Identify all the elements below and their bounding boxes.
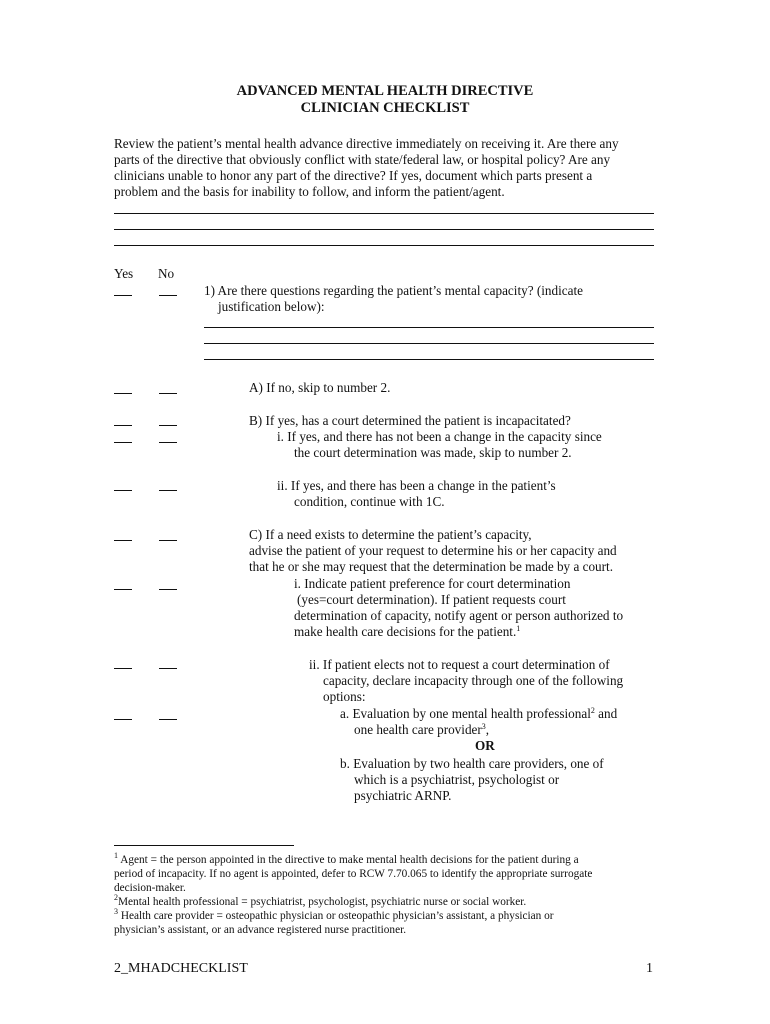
qCii-a-no-blank[interactable] bbox=[159, 719, 177, 720]
intro-fill-line[interactable] bbox=[114, 213, 654, 214]
qA-yes-blank[interactable] bbox=[114, 393, 132, 394]
qCii-no-blank[interactable] bbox=[159, 668, 177, 669]
qBi-text: i. If yes, and there has not been a change in the capacity since bbox=[277, 429, 602, 444]
qCii-b-text: psychiatric ARNP. bbox=[354, 788, 452, 803]
intro-line: parts of the directive that obviously conflict with state/federal law, or hospital policy? Are any bbox=[114, 152, 611, 167]
qB-yes-blank[interactable] bbox=[114, 425, 132, 426]
qBii-yes-blank[interactable] bbox=[114, 490, 132, 491]
qCii-a-part: , bbox=[485, 722, 490, 737]
qC-text: that he or she may request that the determination be made by a court. bbox=[249, 559, 613, 574]
qBii-no-blank[interactable] bbox=[159, 490, 177, 491]
qC-yes-blank[interactable] bbox=[114, 540, 132, 541]
qCii-text: ii. If patient elects not to request a court determination of bbox=[309, 657, 610, 672]
qCi-text: i. Indicate patient preference for court determination bbox=[294, 576, 571, 591]
footnote-ref-3: 3 bbox=[481, 722, 486, 731]
qCii-a-text bbox=[340, 706, 617, 723]
intro-line: clinicians unable to honor any part of the directive? If yes, document which parts present a bbox=[114, 168, 593, 183]
or-label: OR bbox=[475, 738, 495, 753]
qCii-text: capacity, declare incapacity through one of the following bbox=[323, 673, 624, 688]
qCi-yes-blank[interactable] bbox=[114, 589, 132, 590]
footnote-2-text: Mental health professional = psychiatrist, psychologist, psychiatric nurse or social worker. bbox=[118, 896, 527, 908]
footnote-2 bbox=[114, 895, 526, 909]
intro-line: problem and the basis for inability to follow, and inform the patient/agent. bbox=[114, 184, 505, 199]
footnote-marker-1: 1 bbox=[114, 851, 118, 860]
intro-fill-line[interactable] bbox=[114, 245, 654, 246]
qCi-text-end: make health care decisions for the patient. bbox=[294, 624, 517, 639]
q1-no-blank[interactable] bbox=[159, 295, 177, 296]
footnote-1-cont: period of incapacity. If no agent is appointed, defer to RCW 7.70.065 to identify the appropriate surrogate bbox=[114, 868, 593, 880]
intro-fill-line[interactable] bbox=[114, 229, 654, 230]
no-column-header: No bbox=[158, 266, 175, 281]
footnote-3-text: Health care provider = osteopathic physician or osteopathic physician’s assistant, a physician or bbox=[120, 910, 554, 922]
yes-column-header: Yes bbox=[114, 266, 134, 281]
q1-text: justification below): bbox=[218, 299, 325, 314]
qCi-text: determination of capacity, notify agent or person authorized to bbox=[294, 608, 624, 623]
q1-yes-blank[interactable] bbox=[114, 295, 132, 296]
title-line-1: ADVANCED MENTAL HEALTH DIRECTIVE bbox=[236, 83, 534, 99]
q1-justification-line[interactable] bbox=[204, 343, 654, 344]
footnote-marker-2: 2 bbox=[114, 893, 118, 902]
qCii-b-text: which is a psychiatrist, psychologist or bbox=[354, 772, 560, 787]
footnote-1 bbox=[114, 853, 579, 867]
qBi-no-blank[interactable] bbox=[159, 442, 177, 443]
qCi-no-blank[interactable] bbox=[159, 589, 177, 590]
qCi-text bbox=[294, 624, 520, 641]
footnote-3-cont: physician’s assistant, or an advance registered nurse practitioner. bbox=[114, 924, 407, 936]
qCii-a-yes-blank[interactable] bbox=[114, 719, 132, 720]
footnote-ref-1: 1 bbox=[516, 624, 521, 633]
qBii-text: condition, continue with 1C. bbox=[294, 494, 445, 509]
qC-no-blank[interactable] bbox=[159, 540, 177, 541]
title-line-2: CLINICIAN CHECKLIST bbox=[300, 100, 470, 116]
footnote-1-text: Agent = the person appointed in the directive to make mental health decisions for the patient during a bbox=[120, 854, 579, 866]
q1-justification-line[interactable] bbox=[204, 359, 654, 360]
footnote-marker-3: 3 bbox=[114, 907, 118, 916]
qC-text: C) If a need exists to determine the patient’s capacity, bbox=[249, 527, 532, 542]
qCii-a-text bbox=[354, 722, 489, 739]
qCii-a-part: and bbox=[594, 706, 618, 721]
qBi-yes-blank[interactable] bbox=[114, 442, 132, 443]
footer-page-number: 1 bbox=[646, 961, 653, 976]
footnote-1-cont: decision-maker. bbox=[114, 882, 186, 894]
qA-text: A) If no, skip to number 2. bbox=[249, 380, 391, 395]
footnote-3 bbox=[114, 909, 554, 923]
qCii-text: options: bbox=[323, 689, 366, 704]
qCii-b-text: b. Evaluation by two health care providers, one of bbox=[340, 756, 604, 771]
qB-no-blank[interactable] bbox=[159, 425, 177, 426]
intro-line: Review the patient’s mental health advance directive immediately on receiving it. Are there any bbox=[114, 136, 619, 151]
qBii-text: ii. If yes, and there has been a change in the patient’s bbox=[277, 478, 556, 493]
qC-text: advise the patient of your request to determine his or her capacity and bbox=[249, 543, 617, 558]
q1-text: 1) Are there questions regarding the patient’s mental capacity? (indicate bbox=[204, 283, 583, 298]
qCii-a-part: one health care provider bbox=[354, 722, 482, 737]
qBi-text: the court determination was made, skip to number 2. bbox=[294, 445, 572, 460]
q1-justification-line[interactable] bbox=[204, 327, 654, 328]
footnote-separator bbox=[114, 845, 294, 846]
footer-doc-id: 2_MHADCHECKLIST bbox=[114, 961, 248, 976]
qCii-a-part: a. Evaluation by one mental health professional bbox=[340, 706, 591, 721]
qCii-yes-blank[interactable] bbox=[114, 668, 132, 669]
qB-text: B) If yes, has a court determined the patient is incapacitated? bbox=[249, 413, 571, 428]
qCi-text: (yes=court determination). If patient requests court bbox=[297, 592, 566, 607]
qA-no-blank[interactable] bbox=[159, 393, 177, 394]
footnote-ref-2: 2 bbox=[590, 706, 595, 715]
